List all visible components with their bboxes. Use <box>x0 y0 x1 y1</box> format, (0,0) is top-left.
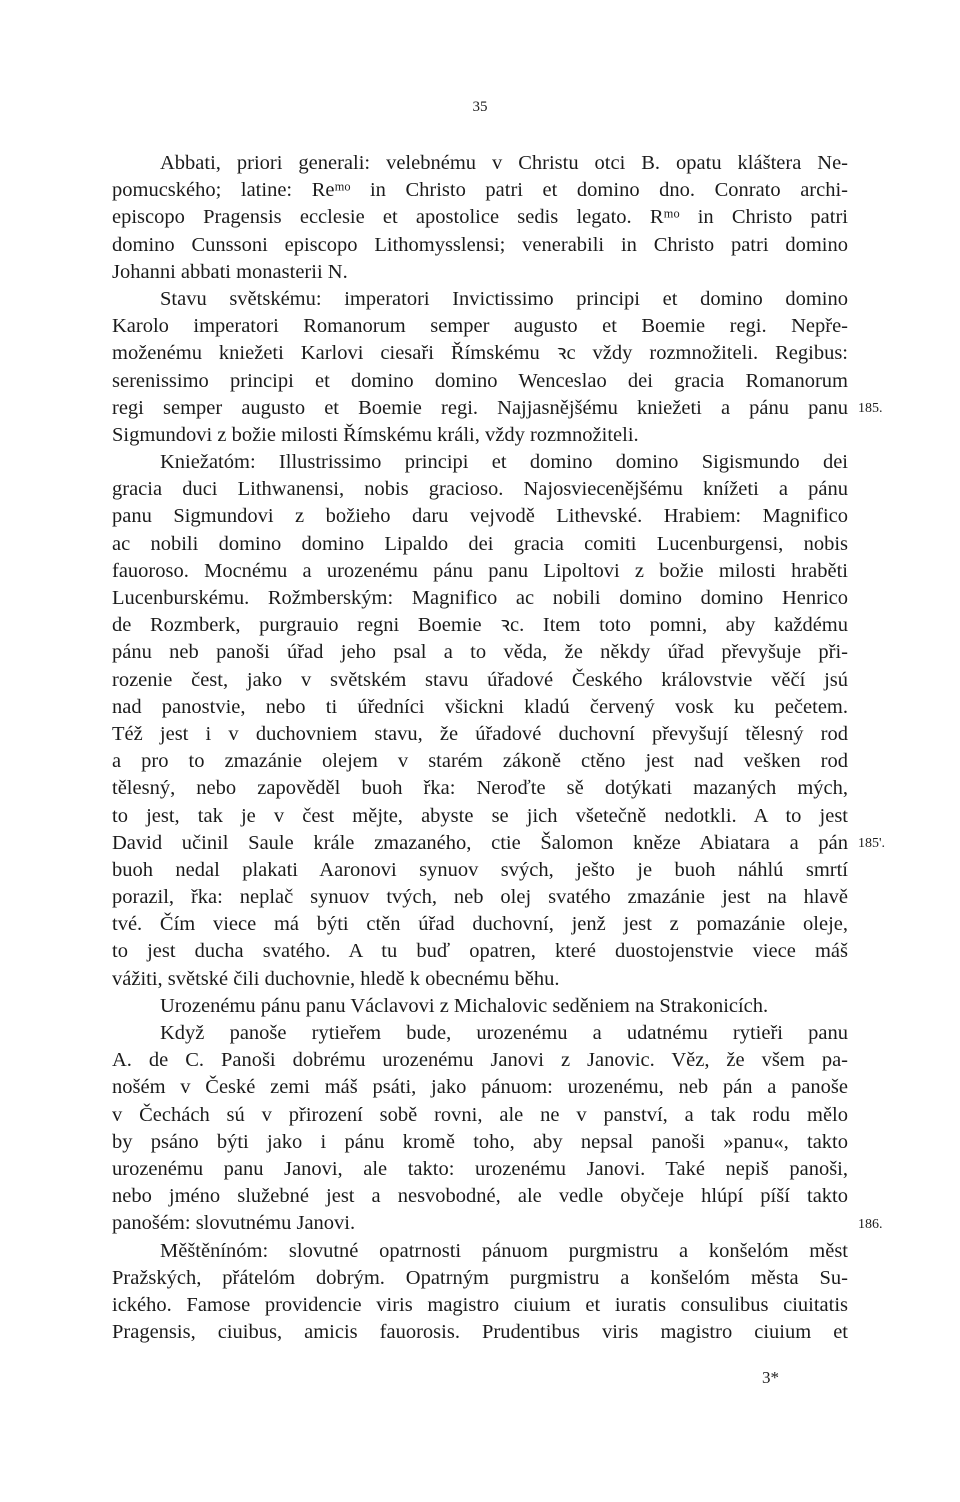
text-line: Karolo imperatori Romanorum semper augusto et Boemie regi. Nepře- <box>112 315 848 338</box>
text-line: porazil, řka: neplač synuov tvých, neb olej svatého zmazánie jest na hlavě <box>112 886 848 909</box>
text-line: ického. Famose providencie viris magistro ciuium et iuratis consulibus ciuitatis <box>112 1293 848 1316</box>
text-line: Urozenému pánu panu Václavovi z Michalovic seděniem na Strakonicích. <box>160 994 769 1017</box>
text-line: serenissimo principi et domino domino Wenceslao dei gracia Romanorum <box>112 369 848 392</box>
text-line: regi semper augusto et Boemie regi. Najjasnějšému kniežeti a pánu panu <box>112 396 848 419</box>
text-line: tvé. Čím viece má býti ctěn úřad duchovní, jenž jest z pomazánie oleje, <box>112 913 848 936</box>
text-line: Pražských, přátelóm dobrým. Opatrným purgmistru a konšelóm města Su- <box>112 1266 848 1289</box>
margin-note: 186. <box>858 1216 883 1232</box>
text-line: urozenému panu Janovi, ale takto: urozenému Janovi. Také nepiš panoši, <box>112 1157 848 1180</box>
text-line: Měštěnínóm: slovutné opatrnosti pánuom purgmistru a konšelóm měst <box>160 1239 848 1262</box>
text-line: Lucenburskému. Rožmberským: Magnifico ac nobili domino domino Henrico <box>112 587 848 609</box>
text-line: rozenie čest, jako v světském stavu úřadové Českého královstvie věčí jsú <box>112 668 848 691</box>
text-line: de Rozmberk, purgrauio regni Boemie ꝛc. Item toto pomni, aby každému <box>112 614 848 637</box>
text-line: Johanni abbati monasterii N. <box>112 260 348 283</box>
text-line: ac nobili domino domino Lipaldo dei gracia comiti Lucenburgensi, nobis <box>112 532 848 555</box>
text-line: to jest, tak je v čest mějte, abyste se jich všetečně nedotkli. A to jest <box>112 804 848 827</box>
page-number: 35 <box>472 99 488 115</box>
text-line: fauoroso. Mocnému a urozenému pánu panu Lipoltovi z božie milosti hraběti <box>112 559 848 582</box>
text-line: Též jest i v duchovniem stavu, že úřadové duchovní převyšují tělesný rod <box>112 722 848 745</box>
text-line: Kniežatóm: Illustrissimo principi et domino domino Sigismundo dei <box>160 451 848 474</box>
text-line: by psáno býti jako i pánu kromě toho, aby nepsal panoši »panu«, takto <box>112 1130 848 1153</box>
text-line: vážiti, světské čili duchovnie, hledě k obecnému běhu. <box>112 967 560 990</box>
text-line: pomucského; latine: Reᵐᵒ in Christo patri et domino dno. Conrato archi- <box>112 179 848 202</box>
text-line: Stavu světskému: imperatori Invictissimo principi et domino domino <box>160 287 848 310</box>
text-line: A. de C. Panoši dobrému urozenému Janovi z Janovic. Věz, že všem pa- <box>112 1049 848 1072</box>
text-line: tělesný, nebo zapověděl buoh řka: Neroďte sě dotýkati mazaných mých, <box>112 777 848 800</box>
text-line: Sigmundovi z božie milosti Římskému králi, vždy rozmnožiteli. <box>112 423 639 446</box>
text-line: Pragensis, ciuibus, amicis fauorosis. Prudentibus viris magistro ciuium et <box>112 1321 848 1344</box>
text-line: nošém v České zemi máš psáti, jako pánuom: urozenému, neb pán a panoše <box>112 1076 848 1099</box>
text-line: gracia duci Lithwanensi, nobis gracioso. Najosviecenějšému knížeti a pánu <box>112 478 848 501</box>
signature-mark: 3* <box>762 1368 779 1387</box>
text-line: episcopo Pragensis ecclesie et apostolice sedis legato. Rᵐᵒ in Christo patri <box>112 206 848 229</box>
text-line: pánu neb panoši úřad jeho psal a to věda, že někdy úřad převyšuje při- <box>112 641 848 664</box>
body-text <box>112 150 848 1346</box>
text-line: moženému kniežeti Karlovi ciesaři Římskému ꝛc vždy rozmnožiteli. Regibus: <box>112 342 848 365</box>
text-line: nebo jméno služebné jest a nesvobodné, ale vedle obyčeje hlúpí píší takto <box>112 1185 848 1208</box>
text-line: David učinil Saule krále zmazaného, ctie Šalomon kněze Abiatara a pán <box>112 831 848 854</box>
text-line: nad panostvie, nebo ti úředníci všickni kladú červený vosk ku pečetem. <box>112 695 848 718</box>
margin-note: 185. <box>858 400 883 416</box>
text-line: panošém: slovutnému Janovi. <box>112 1212 356 1235</box>
text-line: a pro to zmazánie olejem v starém zákoně ctěno jest nad vešken rod <box>112 750 848 773</box>
margin-note: 185'. <box>858 836 886 851</box>
text-line: Abbati, priori generali: velebnému v Christu otci B. opatu kláštera Ne- <box>160 152 848 174</box>
text-line: panu Sigmundovi z božieho daru vejvodě Lithevské. Hrabiem: Magnifico <box>112 505 848 528</box>
text-line: Když panoše rytieřem bude, urozenému a udatnému rytieři panu <box>160 1022 848 1044</box>
text-line: domino Cunssoni episcopo Lithomysslensi; venerabili in Christo patri domino <box>112 233 848 256</box>
text-line: buoh nedal plakati Aaronovi synuov svých, ješto je buoh náhlú smrtí <box>112 858 848 881</box>
text-line: v Čechách sú v přirození sobě rovni, ale ne v panství, a tak rodu mělo <box>112 1103 848 1126</box>
text-line: to jest ducha svatého. A tu buď opatren, které duostojenstvie viece máš <box>112 940 848 963</box>
